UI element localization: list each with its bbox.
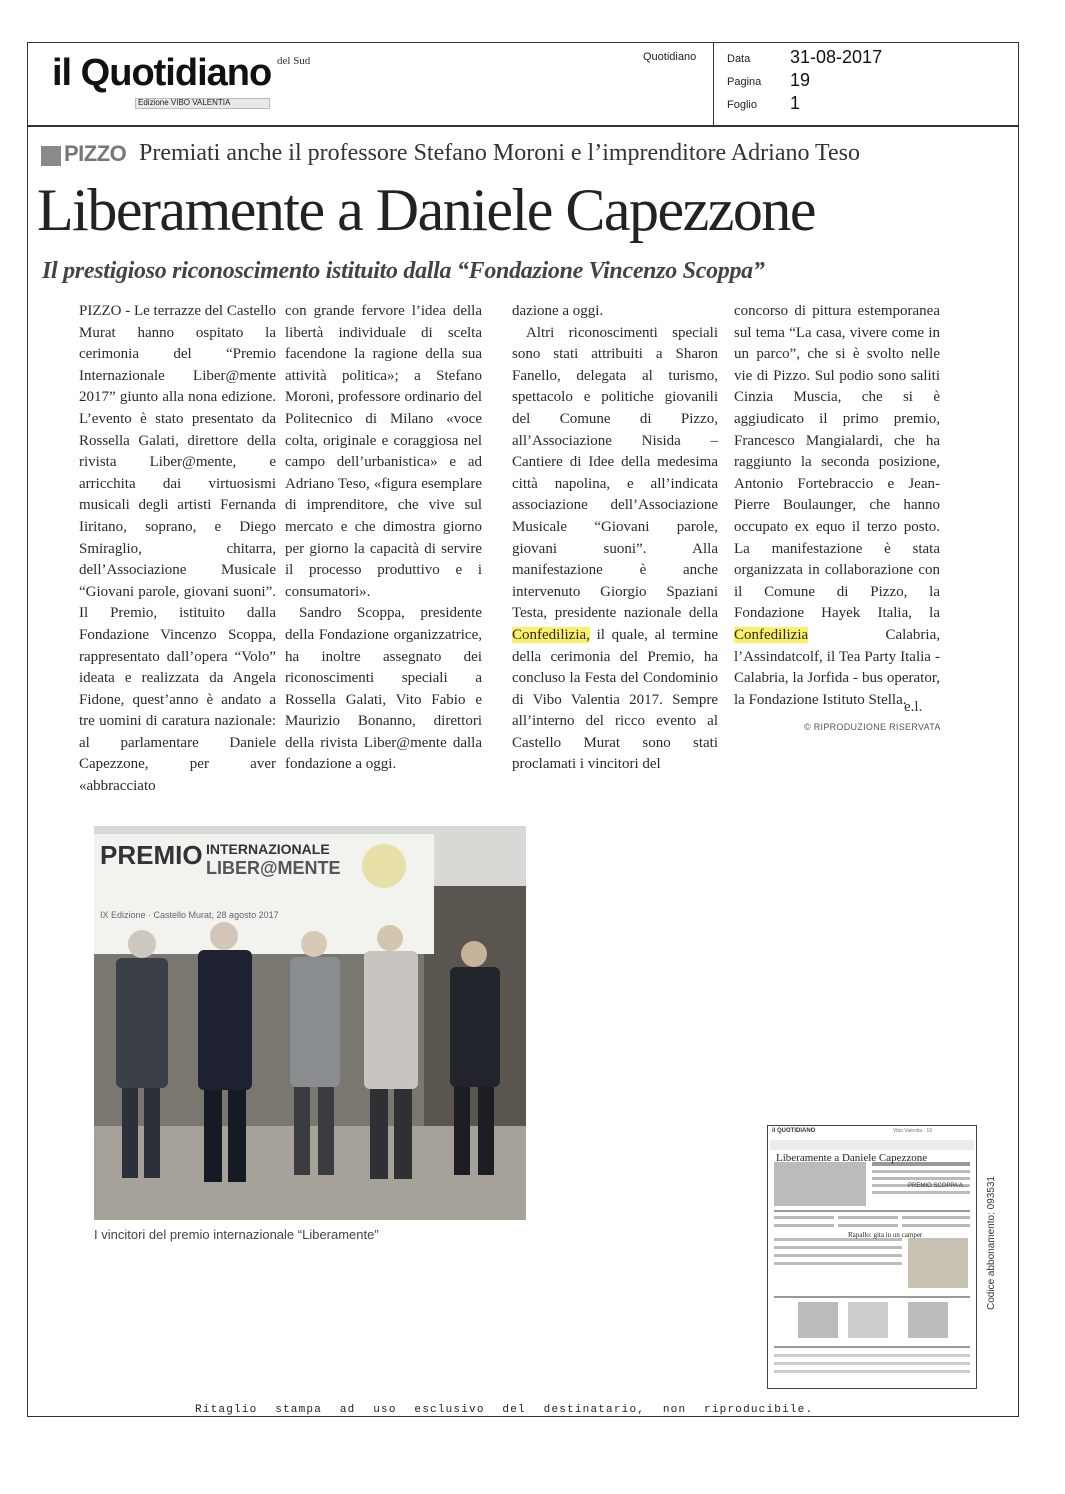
text-run: Calabria, l’Assindatcolf, il Tea Party Italia - Calabria, la Jorfida - bus operator, la Fondazione Istituto Stella. <box>734 626 940 708</box>
subscription-code: Codice abbonamento: 093531 <box>986 1176 997 1310</box>
text-run: Altri riconoscimenti speciali sono stati attribuiti a Sharon Fanello, delegata al turismo, spettacolo e politiche giovanili del Comune di Pizzo, all’Associazione Nisida – Cantiere di Idee della medesima città napolina, e all’indicata associazione dell’Associazione Musicale “Giovani parole, giovani suoni”. Alla manifestazione è anche intervenuto Giorgio Spaziani Testa, presidente nazionale della <box>512 324 718 622</box>
kicker-location: PIZZO <box>64 141 127 166</box>
page-label: Pagina <box>727 76 762 88</box>
photo-caption: I vincitori del premio internazionale “Liberamente” <box>94 1227 379 1242</box>
body-column-3 <box>512 301 718 773</box>
highlighted-term: Confedilizia <box>734 626 809 643</box>
paragraph <box>734 301 940 711</box>
text-run: concorso di pittura estemporanea sul tema “La casa, vivere come in un parco”, che si è svolto nelle vie di Pizzo. Sul podio sono saliti Cinzia Muscia, che si è aggiudicato il primo premio, Francesco Mangialardi, che ha raggiunto la seconda posizione, Antonio Fortebraccio e Jean-Pierre Boulaunger, che hanno occupato ex equo il terzo posto. La manifestazione è stata organizzata in collaborazione con il Comune di Pizzo, la Fondazione Hayek Italia, la <box>734 303 940 622</box>
publication-type: Quotidiano <box>643 51 697 63</box>
clipping-notice: Ritaglio stampa ad uso esclusivo del destinatario, non riproducibile. <box>195 1404 814 1416</box>
thumbnail-content <box>768 1126 976 1388</box>
sheet-label: Foglio <box>727 99 757 111</box>
thumbnail-lower-headline: Rapallo: gita in un camper <box>848 1231 923 1239</box>
masthead-logo: il Quotidiano <box>52 52 272 94</box>
page-value: 19 <box>790 70 811 90</box>
headline: Liberamente a Daniele Capezzone <box>37 177 816 243</box>
thumbnail-box-text: PREMIO SCOPPA A... <box>908 1183 968 1189</box>
paragraph: PIZZO - Le terrazze del Castello Murat hanno ospitato la cerimonia del “Premio Internazionale Liber@mente 2017” giunto alla nona edizione. L’evento è stato presentato da Rossella Galati, direttore della rivista Liber@mente, e arricchita dai virtuosismi musicali degli artisti Fernanda Iiritano, soprano, e Diego Smiraglio, chitarra, dell’Associazione Musicale “Giovani parole, giovani suoni”. Il Premio, istituito dalla Fondazione Vincenzo Scoppa, rappresentato dall’opera “Volo” ideata e realizzata da Angela Fidone, quest’anno è andato a tre uomini di caratura nazionale: al parlamentare Daniele Capezzone, per aver «abbracciato <box>79 303 276 795</box>
thumbnail-brand: il QUOTIDIANO <box>772 1128 816 1134</box>
date-value: 31-08-2017 <box>790 47 883 67</box>
author-initials: e.l. <box>904 699 923 715</box>
kicker-square-icon <box>41 146 61 166</box>
date-label: Data <box>727 53 751 65</box>
body-column-1 <box>79 301 276 795</box>
banner-word-internazionale: INTERNAZIONALE <box>206 841 330 857</box>
sheet-value: 1 <box>790 93 801 113</box>
paragraph: con grande fervore l’idea della libertà individuale di scelta facendone la ragione della sua attività politica»; a Stefano Moroni, professore ordinario del Politecnico di Milano «voce colta, originale e coraggiosa nel campo dell’urbanistica» e ad Adriano Teso, «figura esemplare di imprenditore, che vive sul mercato e che dimostra giorno per giorno la capacità di servire il processo produttivo e i consumatori». <box>285 303 482 600</box>
body-column-4 <box>734 301 940 741</box>
award-photo <box>94 826 526 1220</box>
subheadline: Il prestigioso riconoscimento istituito dalla “Fondazione Vincenzo Scoppa” <box>42 258 765 284</box>
banner-word-libermente: LIBER@MENTE <box>206 858 341 878</box>
banner-word-premio: PREMIO <box>100 840 203 870</box>
kicker-text: Premiati anche il professore Stefano Moroni e l’imprenditore Adriano Teso <box>139 140 861 166</box>
thumbnail-pageref: Vibo Valentia · 19 <box>893 1128 933 1134</box>
banner-edition: IX Edizione · Castello Murat, 28 agosto 2017 <box>100 910 279 920</box>
copyright-notice: © RIPRODUZIONE RISERVATA <box>804 722 941 732</box>
paragraph: Sandro Scoppa, presidente della Fondazione organizzatrice, ha inoltre assegnato dei riconoscimenti speciali a Rossella Galati, Vito Fabio e Maurizio Bonanno, direttori della rivista Liber@mente dalla fondazione a oggi. <box>285 605 482 773</box>
header-divider <box>713 42 714 126</box>
paragraph <box>512 323 718 776</box>
highlighted-term: Confedilizia, <box>512 626 590 643</box>
thumbnail-headline: Liberamente a Daniele Capezzone <box>776 1152 928 1164</box>
edition-label: Edizione VIBO VALENTIA <box>138 98 231 107</box>
masthead-subtitle: del Sud <box>277 55 311 67</box>
paragraph-lead: dazione a oggi. <box>512 303 604 319</box>
body-column-2 <box>285 301 482 773</box>
text-run: il quale, al termine della cerimonia del Premio, ha concluso la Festa del Condominio di Vibo Valentia 2017. Sempre all’interno del ricco evento al Castello Murat sono stati proclamati i vincitori del <box>512 626 718 773</box>
